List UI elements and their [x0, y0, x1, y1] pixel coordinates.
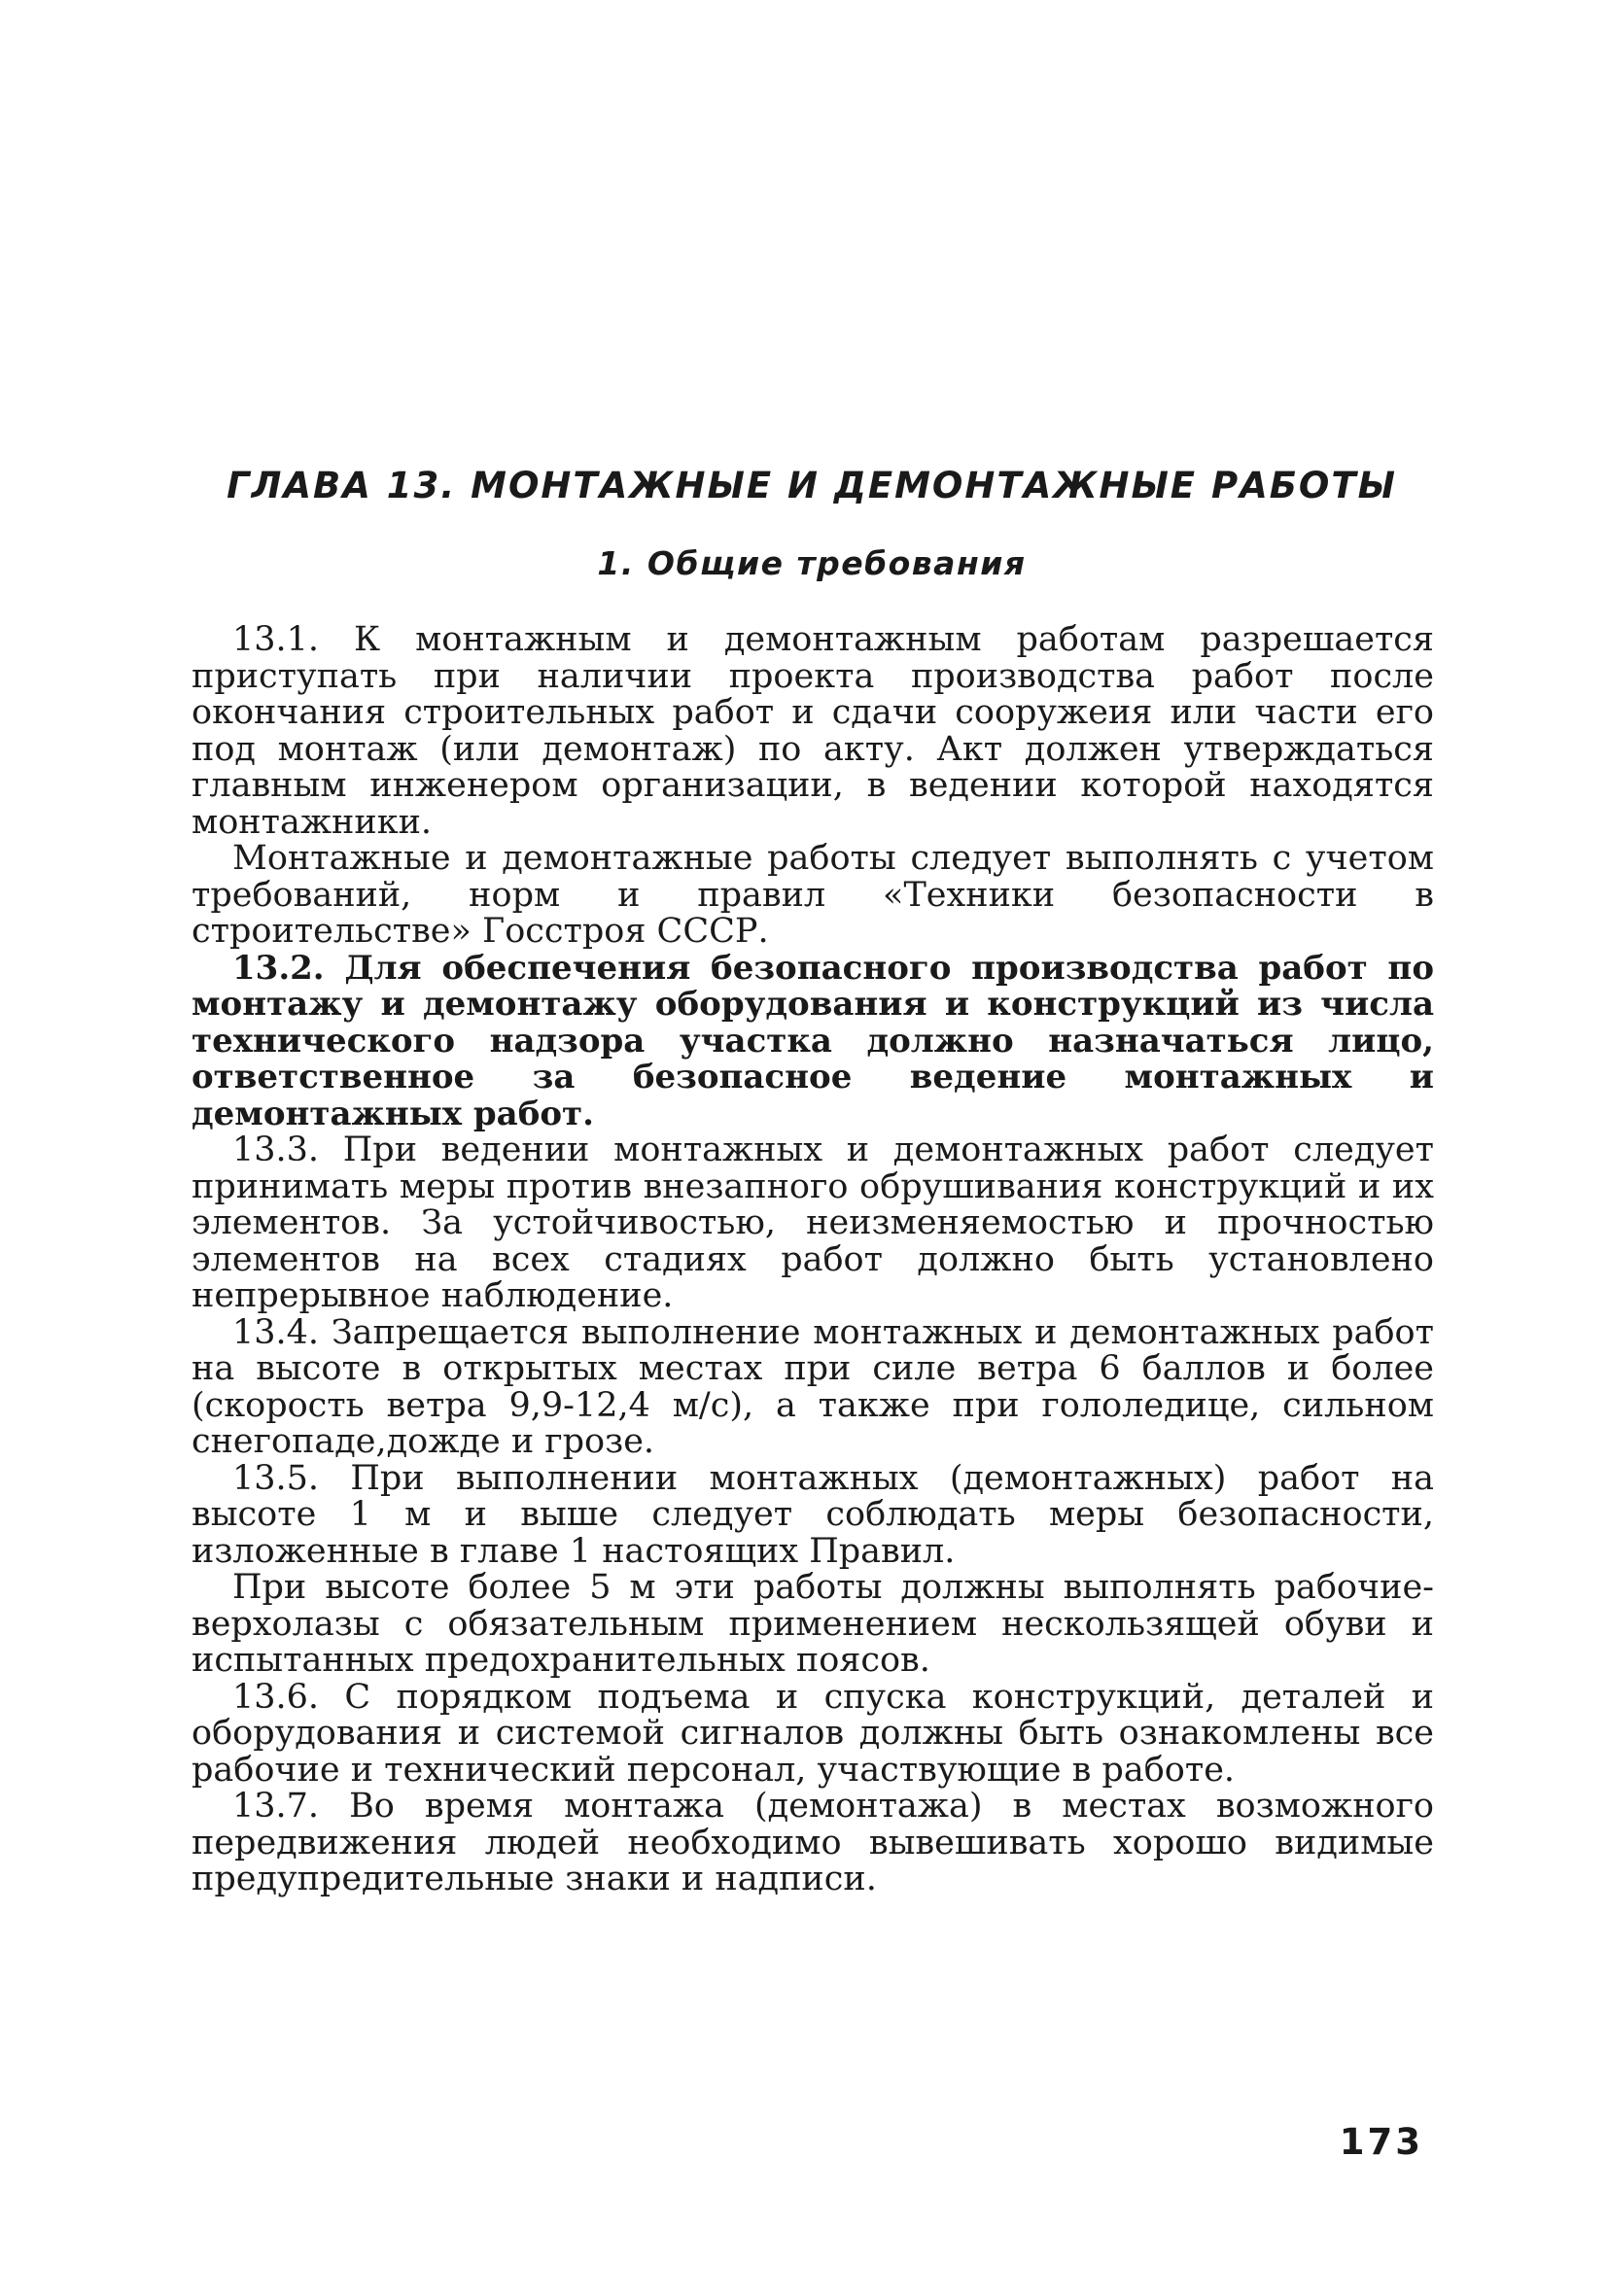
paragraph-13-7: 13.7. Во время монтажа (демонтажа) в местах возможного передвижения людей необходимо вывешивать хорошо видимые предупредительные знаки и надписи. [192, 1787, 1434, 1898]
paragraph-13-6: 13.6. С порядком подъема и спуска конструкций, деталей и оборудования и системой сигналов должны быть ознакомлены все рабочие и технический персонал, участвующие в работе. [192, 1677, 1434, 1790]
chapter-title: ГЛАВА 13. МОНТАЖНЫЕ И ДЕМОНТАЖНЫЕ РАБОТЫ [227, 465, 1397, 506]
document-body [192, 622, 1434, 1898]
paragraph-13-2: 13.2. Для обеспечения безопасного производства работ по монтажу и демонтажу оборудования и конструкций из числа технического надзора участка должно назначаться лицо, ответственное за безопасное ведение монтажных и демонтажных работ. [192, 948, 1434, 1133]
paragraph-13-5-continued: При высоте более 5 м эти работы должны выполнять рабочие-верхолазы с обязательным применением нескользящей обуви и испытанных предохранительных поясов. [192, 1568, 1434, 1680]
paragraph-13-5: 13.5. При выполнении монтажных (демонтажных) работ на высоте 1 м и выше следует соблюдать меры безопасности, изложенные в главе 1 настоящих Правил. [192, 1458, 1434, 1571]
paragraph-13-1: 13.1. К монтажным и демонтажным работам разрешается приступать при наличии проекта производства работ после окончания строительных работ и сдачи сооружеия или части его под монтаж (или демонтаж) по акту. Акт должен утверждаться главным инженером организации, в ведении которой находятся монтажники. [192, 620, 1434, 842]
paragraph-13-1-continued: Монтажные и демонтажные работы следует выполнять с учетом требований, норм и правил «Техники безопасности в строительстве» Госстроя СССР. [192, 839, 1434, 951]
paragraph-13-4: 13.4. Запрещается выполнение монтажных и демонтажных работ на высоте в открытых местах при силе ветра 6 баллов и более (скорость ветра 9,9-12,4 м/с), а также при гололедице, сильном снегопаде,дожде и грозе. [192, 1312, 1434, 1461]
paragraph-13-3: 13.3. При ведении монтажных и демонтажных работ следует принимать меры против внезапного обрушивания конструкций и их элементов. За устойчивостью, неизменяемостью и прочностью элементов на всех стадиях работ должно быть установлено непрерывное наблюдение. [192, 1131, 1434, 1315]
page-number: 173 [1339, 2121, 1423, 2163]
section-title: 1. Общие требования [597, 544, 1027, 582]
